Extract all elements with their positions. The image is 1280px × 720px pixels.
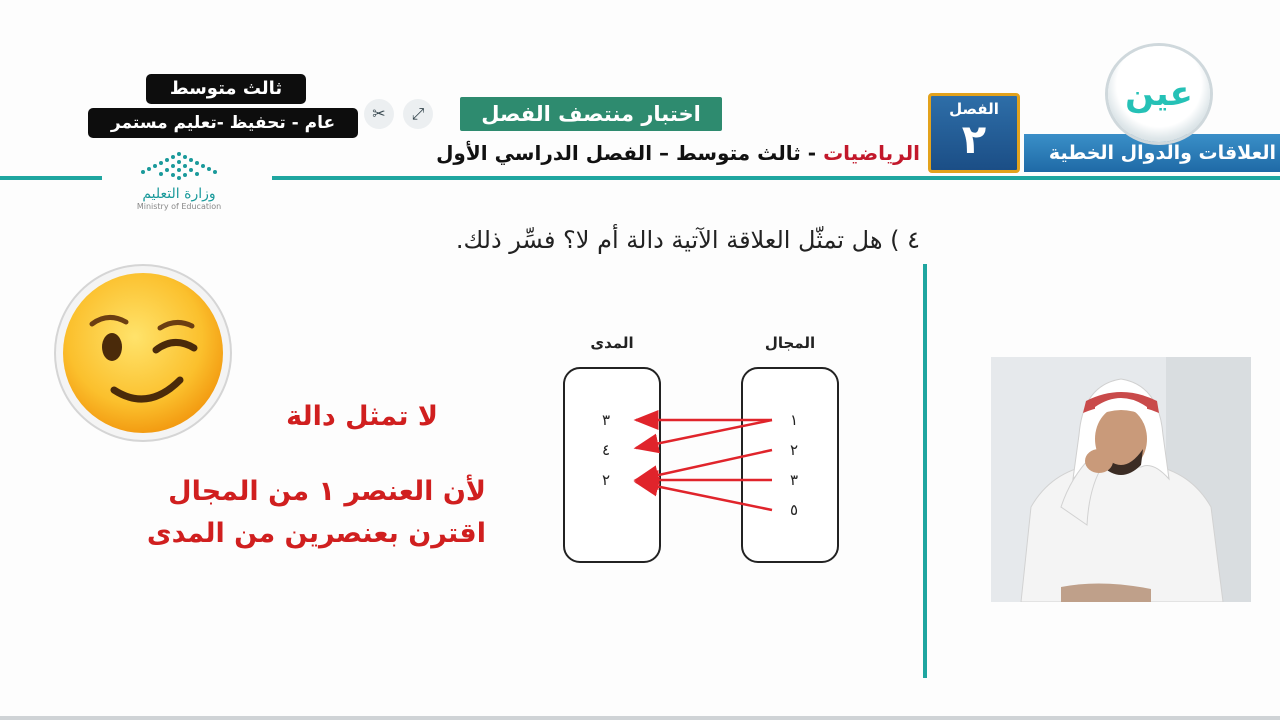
domain-label: المجال [764,334,816,352]
question-text: ٤ ) هل تمثّل العلاقة الآتية دالة أم لا؟ فسِّر ذلك. [455,226,920,254]
mapping-diagram [550,326,860,576]
bottom-divider [0,716,1280,720]
chapter-title: العلاقات والدوال الخطية [1024,134,1280,172]
range-value: ٢ [601,471,611,489]
domain-value: ٢ [789,441,799,459]
midterm-banner: اختبار منتصف الفصل [460,97,722,131]
expand-icon[interactable]: ⤢ [403,99,433,129]
subject-separator: - [807,141,817,165]
ministry-name-ar: وزارة التعليم [142,186,216,202]
range-value: ٣ [601,411,611,429]
wink-emoji-icon [52,262,234,444]
range-label: المدى [590,334,634,352]
chapter-box [928,93,1020,173]
grade-badge: ثالث متوسط [146,74,306,104]
track-badge: عام - تحفيظ -تعليم مستمر [88,108,358,138]
ministry-name-en: Ministry of Education [136,202,222,211]
ein-logo-text: عين [1125,74,1193,114]
chapter-number: ٢ [961,117,987,163]
interpreter-video [991,357,1251,602]
subject-line [386,138,920,168]
range-oval [564,368,660,562]
ein-logo [1108,46,1210,142]
domain-value: ٣ [789,471,799,489]
subject-label: الرياضيات [823,141,920,165]
semester-label: ثالث متوسط – الفصل الدراسي الأول [436,141,801,165]
domain-oval [742,368,838,562]
answer-main: لا تمثل دالة [286,401,438,432]
range-value: ٤ [601,441,611,459]
domain-value: ١ [789,411,799,429]
answer-reason-line2: اقترن بعنصرين من المدى [146,518,486,549]
answer-reason-line1: لأن العنصر ١ من المجال [168,476,486,507]
scissors-icon[interactable]: ✂ [364,99,394,129]
interpreter-figure [991,357,1251,602]
chapter-label: الفصل [949,100,999,118]
domain-value: ٥ [789,501,799,519]
content-divider [923,264,927,678]
ministry-emblem-icon [131,150,227,184]
ministry-logo [104,150,254,230]
